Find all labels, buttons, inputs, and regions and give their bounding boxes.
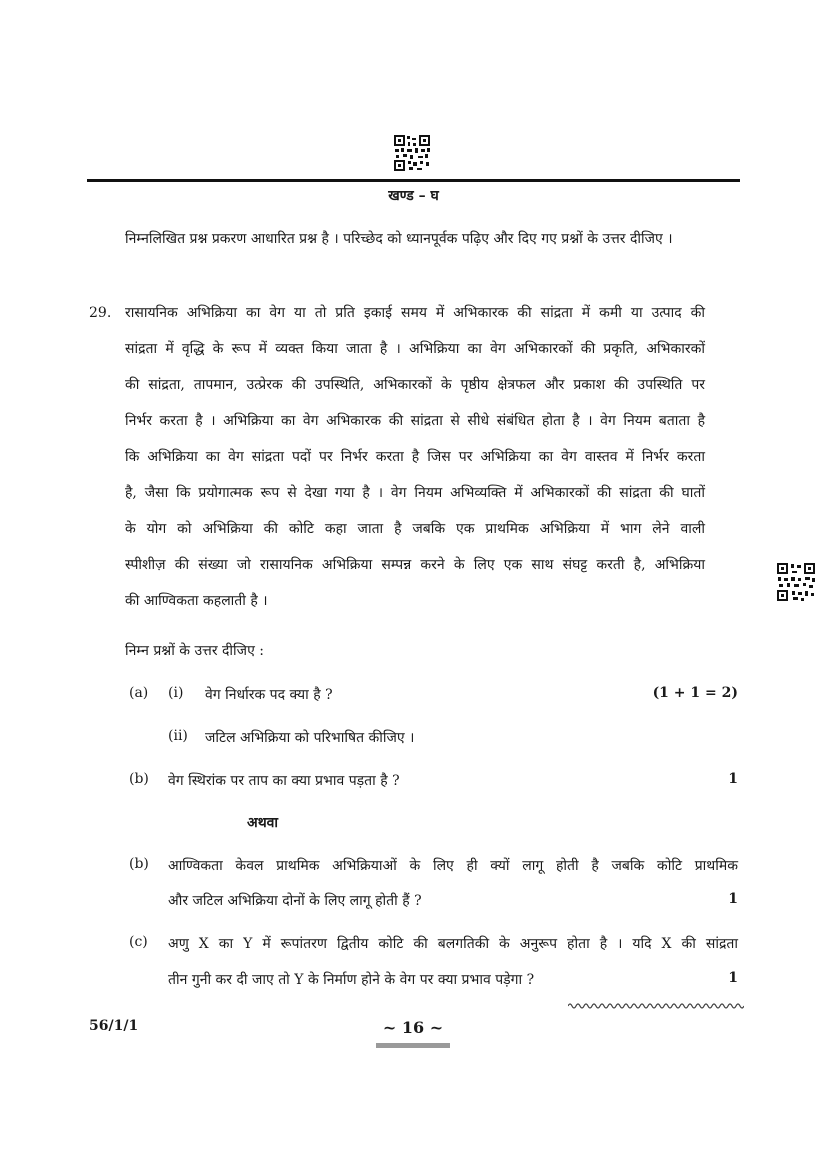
subpart-a-ii-text: जटिल अभिक्रिया को परिभाषित कीजिए । xyxy=(205,730,415,746)
passage-line: कि अभिक्रिया का वेग सांद्रता पदों पर निर्भर करता है जिस पर अभिक्रिया का वेग वास्तव में निर्भर करता xyxy=(125,449,705,465)
subpart-b-alt-line1: आण्विकता केवल प्राथमिक अभिक्रियाओं के लिए ही क्यों लागू होती है जबकि कोटि प्राथमिक xyxy=(168,858,738,874)
page-number: ~ 16 ~ xyxy=(382,1018,444,1037)
subpart-c-line2: तीन गुनी कर दी जाए तो Y के निर्माण होने के वेग पर क्या प्रभाव पड़ेगा ? xyxy=(168,972,535,988)
subpart-a-i-text: वेग निर्धारक पद क्या है ? xyxy=(205,687,333,703)
paper-code: 56/1/1 xyxy=(89,1018,139,1034)
intro-paragraph: निम्नलिखित प्रश्न प्रकरण आधारित प्रश्न है । परिच्छेद को ध्यानपूर्वक पढ़िए और दिए गए प्रश्नों के उत्तर दीजिए । xyxy=(125,231,673,247)
header-rule xyxy=(87,179,740,182)
subpart-b-alt-marks: 1 xyxy=(728,891,738,907)
passage-line: सांद्रता में वृद्धि के रूप में व्यक्त किया जाता है । अभिक्रिया का वेग अभिकारकों की प्रकृति, अभिकारकों xyxy=(125,341,705,357)
subpart-a-i-label: (i) xyxy=(168,685,184,701)
subpart-b-alt-label: (b) xyxy=(129,856,149,872)
passage-line: निर्भर करता है । अभिक्रिया का वेग अभिकारक की सांद्रता से सीधे संबंधित होता है । वेग नियम बताता है xyxy=(125,413,705,429)
subpart-a-marks: (1 + 1 = 2) xyxy=(652,685,738,701)
passage-line: है, जैसा कि प्रयोगात्मक रूप से देखा गया है । वेग नियम अभिव्यक्ति में अभिकारकों की सांद्रता की घातों xyxy=(125,485,705,501)
passage-line: की सांद्रता, तापमान, उत्प्रेरक की उपस्थिति, अभिकारकों के पृष्ठीय क्षेत्रफल और प्रकाश की उपस्थिति पर xyxy=(125,377,705,393)
subpart-b-text: वेग स्थिरांक पर ताप का क्या प्रभाव पड़ता है ? xyxy=(168,773,400,789)
passage-line: की आण्विकता कहलाती है । xyxy=(125,593,268,609)
subpart-c-marks: 1 xyxy=(728,970,738,986)
subpart-b-marks: 1 xyxy=(728,771,738,787)
question-number: 29. xyxy=(89,305,112,321)
subpart-b-alt-line2: और जटिल अभिक्रिया दोनों के लिए लागू होती हैं ? xyxy=(168,893,422,909)
page-number-underline xyxy=(376,1043,450,1048)
qr-code-side-icon xyxy=(776,562,816,602)
instruction-text: निम्न प्रश्नों के उत्तर दीजिए : xyxy=(125,643,264,659)
subpart-a-label: (a) xyxy=(129,685,149,701)
passage-line: के योग को अभिक्रिया की कोटि कहा जाता है जबकि एक प्राथमिक अभिक्रिया में भाग लेने वाली xyxy=(125,521,705,537)
passage-line: रासायनिक अभिक्रिया का वेग या तो प्रति इकाई समय में अभिकारक की सांद्रता में कमी या उत्पाद की xyxy=(125,305,705,321)
subpart-a-ii-label: (ii) xyxy=(168,728,188,744)
qr-code-top-icon xyxy=(393,134,431,172)
wavy-end-line xyxy=(568,997,744,1009)
passage-line: स्पीशीज़ की संख्या जो रासायनिक अभिक्रिया सम्पन्न करने के लिए एक साथ संघट्ट करती है, अभिक्रिया xyxy=(125,557,705,573)
subpart-b-label: (b) xyxy=(129,771,149,787)
subpart-c-label: (c) xyxy=(129,934,148,950)
section-title: खण्ड – घ xyxy=(388,188,439,204)
subpart-c-line1: अणु X का Y में रूपांतरण द्वितीय कोटि की बलगतिकी के अनुरूप होता है । यदि X की सांद्रता xyxy=(168,936,738,952)
question-passage xyxy=(125,299,705,623)
or-separator: अथवा xyxy=(247,815,279,831)
